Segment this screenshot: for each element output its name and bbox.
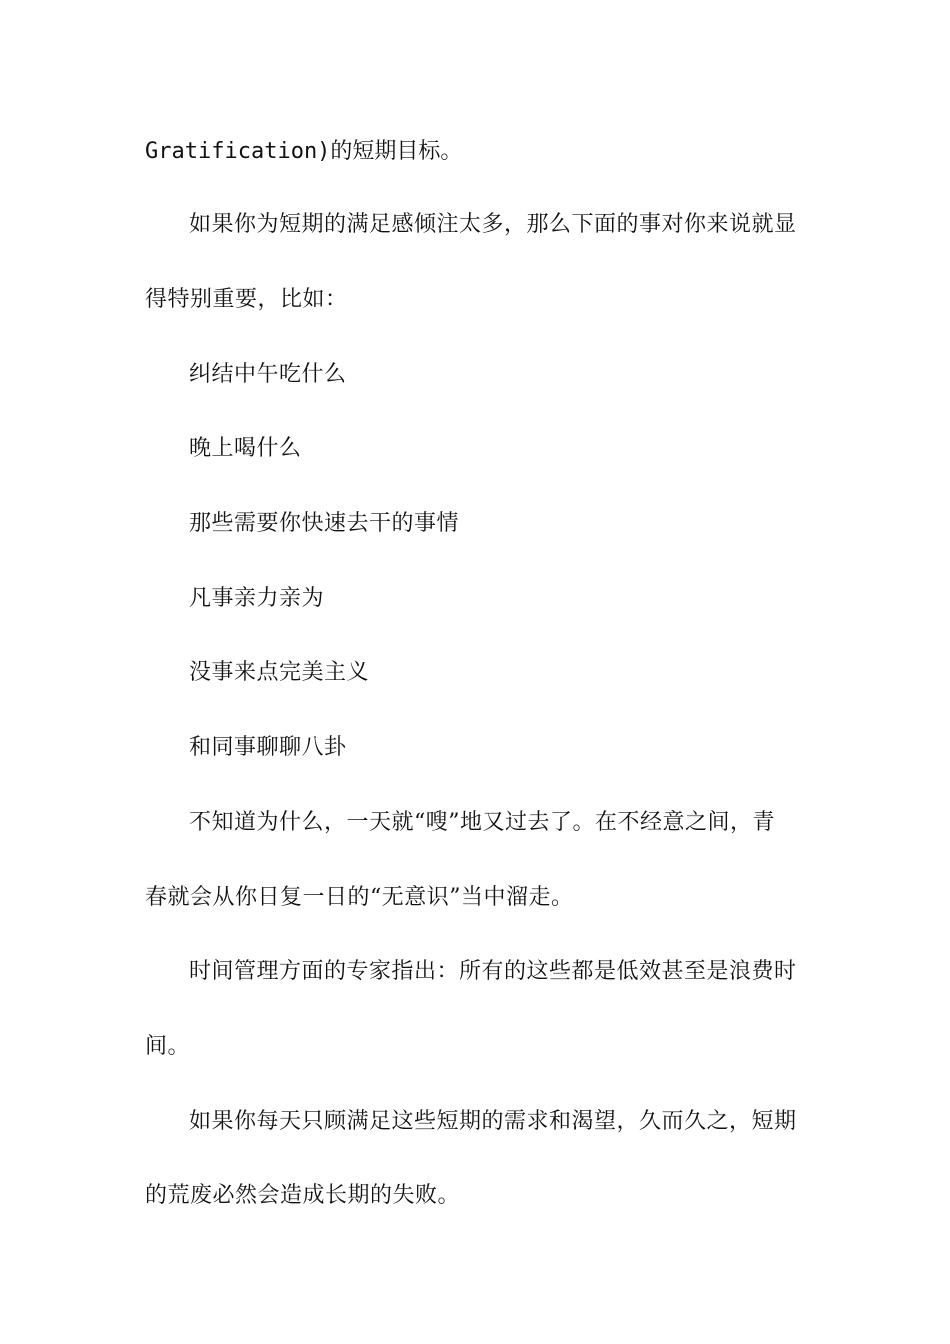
paragraph-line: 春就会从你日复一日的“无意识”当中溜走。 bbox=[145, 885, 574, 910]
list-item: 那些需要你快速去干的事情 bbox=[189, 511, 460, 536]
list-item: 和同事聊聊八卦 bbox=[189, 735, 347, 760]
paragraph-line: Gratification)的短期目标。 bbox=[145, 139, 463, 164]
list-item: 晚上喝什么 bbox=[189, 436, 302, 461]
paragraph-line: 时间管理方面的专家指出：所有的这些都是低效甚至是浪费时 bbox=[189, 959, 797, 984]
paragraph-line: 间。 bbox=[145, 1034, 191, 1059]
list-item: 纠结中午吃什么 bbox=[189, 362, 347, 387]
paragraph-line: 不知道为什么，一天就“嗖”地又过去了。在不经意之间，青 bbox=[189, 810, 775, 835]
paragraph-line: 如果你为短期的满足感倾注太多，那么下面的事对你来说就显 bbox=[189, 212, 797, 237]
paragraph-line: 的荒废必然会造成长期的失败。 bbox=[145, 1183, 461, 1208]
list-item: 没事来点完美主义 bbox=[189, 660, 370, 685]
paragraph-line: 得特别重要，比如： bbox=[145, 287, 348, 312]
list-item: 凡事亲力亲为 bbox=[189, 586, 325, 611]
paragraph-line: 如果你每天只顾满足这些短期的需求和渴望，久而久之，短期 bbox=[189, 1109, 797, 1134]
